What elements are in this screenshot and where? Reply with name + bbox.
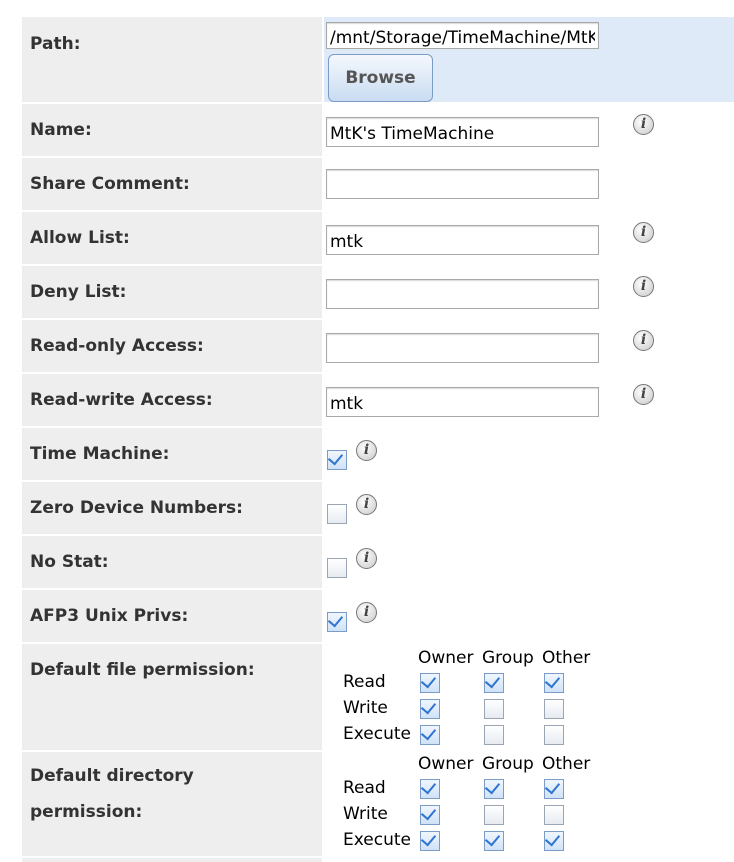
path-row	[22, 17, 734, 102]
column-owner: Owner	[418, 648, 474, 668]
zero-device-numbers-row	[22, 482, 734, 534]
deny-list-label: Deny List:	[30, 282, 127, 302]
dir-read-owner-checkbox[interactable]	[420, 779, 440, 799]
dir-write-group-checkbox[interactable]	[484, 805, 504, 825]
deny-list-row	[22, 266, 734, 318]
afp3-unix-privs-label: AFP3 Unix Privs:	[30, 606, 189, 626]
zero-device-numbers-label-cell	[22, 482, 322, 534]
share-comment-label: Share Comment:	[30, 174, 190, 194]
read-only-access-row	[22, 320, 734, 372]
dir-execute-owner-checkbox[interactable]	[420, 831, 440, 851]
allow-list-label: Allow List:	[30, 228, 130, 248]
default-file-permission-label-cell	[22, 644, 322, 750]
default-directory-permission-label-cell	[22, 752, 322, 856]
next-row-stub	[22, 858, 322, 862]
file-read-owner-checkbox[interactable]	[420, 673, 440, 693]
read-write-access-input[interactable]	[326, 387, 599, 417]
time-machine-row	[22, 428, 734, 480]
file-write-other-checkbox[interactable]	[544, 699, 564, 719]
time-machine-label: Time Machine:	[30, 444, 170, 464]
info-icon[interactable]: i	[356, 548, 377, 569]
row-read-label: Read	[343, 778, 386, 798]
afp3-unix-privs-checkbox[interactable]	[327, 612, 347, 632]
read-only-access-label-cell	[22, 320, 322, 372]
column-other: Other	[542, 754, 591, 774]
file-read-group-checkbox[interactable]	[484, 673, 504, 693]
afp3-unix-privs-label-cell	[22, 590, 322, 642]
info-icon[interactable]: i	[356, 440, 377, 461]
file-execute-group-checkbox[interactable]	[484, 725, 504, 745]
file-write-owner-checkbox[interactable]	[420, 699, 440, 719]
no-stat-checkbox[interactable]	[327, 558, 347, 578]
default-directory-permission-label-line2: permission:	[30, 802, 143, 822]
default-file-permission-label: Default file permission:	[30, 660, 255, 680]
row-write-label: Write	[343, 804, 388, 824]
path-input[interactable]	[326, 22, 599, 49]
no-stat-label-cell	[22, 536, 322, 588]
column-group: Group	[482, 754, 534, 774]
dir-read-other-checkbox[interactable]	[544, 779, 564, 799]
default-file-permission-row	[22, 644, 734, 750]
column-owner: Owner	[418, 754, 474, 774]
read-write-access-row	[22, 374, 734, 426]
row-execute-label: Execute	[343, 724, 411, 744]
no-stat-label: No Stat:	[30, 552, 109, 572]
share-comment-row	[22, 158, 734, 210]
default-directory-permission-label-line1: Default directory	[30, 766, 194, 786]
info-icon[interactable]: i	[633, 222, 654, 243]
afp3-unix-privs-row	[22, 590, 734, 642]
info-icon[interactable]: i	[633, 384, 654, 405]
zero-device-numbers-label: Zero Device Numbers:	[30, 498, 243, 518]
column-group: Group	[482, 648, 534, 668]
column-other: Other	[542, 648, 591, 668]
time-machine-checkbox[interactable]	[327, 450, 347, 470]
name-label-cell	[22, 104, 322, 156]
name-input[interactable]	[326, 117, 599, 147]
file-read-other-checkbox[interactable]	[544, 673, 564, 693]
info-icon[interactable]: i	[633, 330, 654, 351]
browse-button[interactable]: Browse	[328, 54, 433, 102]
row-write-label: Write	[343, 698, 388, 718]
info-icon[interactable]: i	[633, 114, 654, 135]
share-comment-label-cell	[22, 158, 322, 210]
name-label: Name:	[30, 120, 92, 140]
row-read-label: Read	[343, 672, 386, 692]
dir-read-group-checkbox[interactable]	[484, 779, 504, 799]
read-write-access-label: Read-write Access:	[30, 390, 213, 410]
deny-list-input[interactable]	[326, 279, 599, 309]
row-execute-label: Execute	[343, 830, 411, 850]
read-write-access-label-cell	[22, 374, 322, 426]
dir-write-other-checkbox[interactable]	[544, 805, 564, 825]
no-stat-row	[22, 536, 734, 588]
deny-list-label-cell	[22, 266, 322, 318]
time-machine-label-cell	[22, 428, 322, 480]
read-only-access-input[interactable]	[326, 333, 599, 363]
info-icon[interactable]: i	[356, 602, 377, 623]
info-icon[interactable]: i	[633, 276, 654, 297]
default-directory-permission-row	[22, 752, 734, 856]
file-execute-other-checkbox[interactable]	[544, 725, 564, 745]
dir-write-owner-checkbox[interactable]	[420, 805, 440, 825]
path-label: Path:	[30, 34, 81, 54]
name-row	[22, 104, 734, 156]
info-icon[interactable]: i	[356, 494, 377, 515]
allow-list-input[interactable]	[326, 225, 599, 255]
share-comment-input[interactable]	[326, 169, 599, 199]
file-write-group-checkbox[interactable]	[484, 699, 504, 719]
dir-execute-group-checkbox[interactable]	[484, 831, 504, 851]
dir-execute-other-checkbox[interactable]	[544, 831, 564, 851]
allow-list-row	[22, 212, 734, 264]
read-only-access-label: Read-only Access:	[30, 336, 204, 356]
zero-device-numbers-checkbox[interactable]	[327, 504, 347, 524]
allow-list-label-cell	[22, 212, 322, 264]
path-label-cell	[22, 17, 322, 102]
file-execute-owner-checkbox[interactable]	[420, 725, 440, 745]
